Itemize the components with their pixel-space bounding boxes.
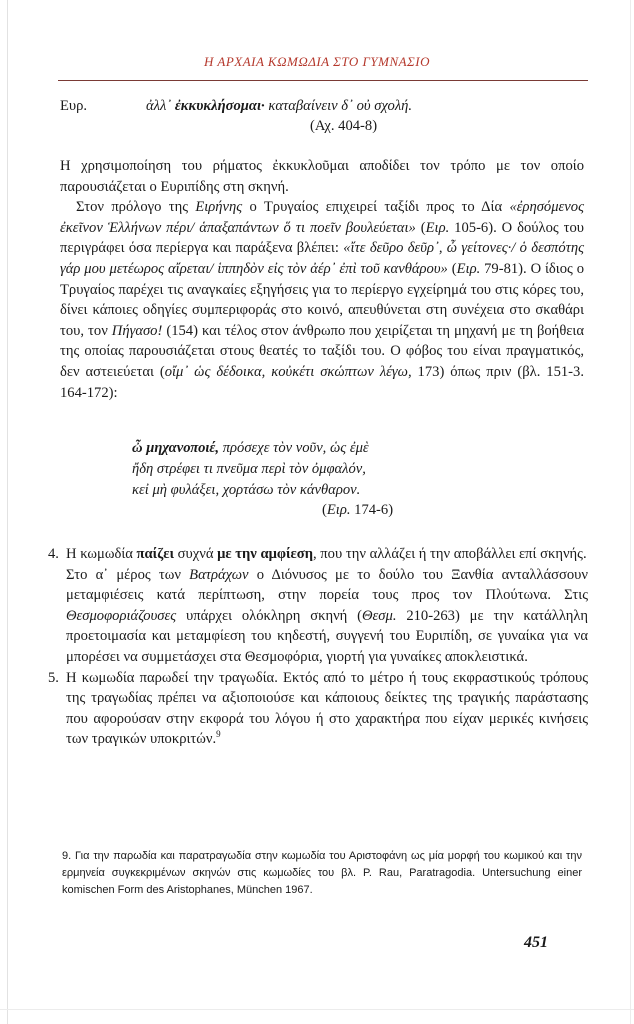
item4-cont-b: ο Διόνυσος με το δούλο του Ξανθία ανταλλάσσουν μεταμφιέσεις κατά περίπτωση, στην πορεία τους προς τον Πλούτωνα. Στις (66, 566, 588, 604)
cite2-it: Ειρ. (326, 502, 351, 518)
cite2-post: 174-6) (350, 502, 394, 518)
p2-s6: 79-81). Ο ίδιος ο Τρυγαίος παρέχει τις αναγκαίες εξηγήσεις για το περίεργο εγχείρημά του στις κόρες του, δίνει κάποιες οδηγίες συμπεριφοράς στο κοινό, απευθύνεται στη συνέχεια στο σκαθάρι του, τον (60, 260, 585, 339)
verse-quote-2 (132, 438, 532, 501)
page-edge-left (7, 0, 8, 1024)
page-number: 451 (524, 934, 548, 951)
quote-1-post: καταβαίνειν δ᾽ οὐ σχολή. (264, 98, 413, 114)
quote-1-citation: (Αχ. 404-8) (310, 118, 378, 134)
list-item-5 (48, 668, 588, 750)
p2-s6-it: Πήγασο! (111, 322, 163, 339)
page-edge-bottom (0, 1009, 634, 1010)
p2-s3-it: Ειρ. (425, 219, 450, 236)
list-item-5-number: 5. (48, 669, 59, 686)
verse-2-bold: ὦ μηχανοποιέ, (132, 440, 220, 456)
item4-cont-d: 210-263) με την κατάλληλη προετοιμασία και μεταμφίεση του κηδεστή, συγγενή του Ευριπίδη, σε γυναίκα για να μπορέσει να συμμετάσχει στα Θεσμοφόρια, γιορτή για γυναίκες αποκλειστικά. (66, 607, 589, 665)
p2-s5-it: Ειρ. (456, 260, 481, 277)
p2-s4-it: «ἴτε δεῦρο δεῦρ᾽, ὦ γείτονες·/ ὁ δεσπότης γάρ μου μετέωρος αἴρεται/ ἱππηδὸν εἰς τὸν ἀέρ᾽ ἐπὶ τοῦ κανθάρου» (60, 240, 585, 277)
p2-s2: ο Τρυγαίος επιχειρεί ταξίδι προς το Δία (242, 199, 510, 216)
item4-bold-1: παίζει (136, 546, 175, 562)
quote-1-bold: ἐκκυκλήσομαι· (174, 98, 265, 114)
p2-s7-it: οἴμ᾽ ὡς δέδοικα, κοὐκέτι σκώπτων λέγω, (164, 363, 412, 380)
quote-1-verse (146, 96, 412, 117)
item4-c: συχνά (174, 546, 218, 562)
verse-2-line-2: ἤδη στρέφει τι πνεῦμα περὶ τὸν ὀμφαλόν, (132, 461, 366, 477)
running-head: Η ΑΡΧΑΙΑ ΚΩΜΩΔΙΑ ΣΤΟ ΓΥΜΝΑΣΙΟ (203, 54, 431, 69)
p2-s7: (154) και τέλος στον άνθρωπο που χειρίζεται τη μηχανή με τη βοήθεια της οποίας παρουσιάζεται στους θεατές το ταξίδι του. Ο φόβος του είναι πραγματικός, δεν αστειεύεται ( (60, 322, 585, 380)
main-text (60, 156, 584, 403)
p2-s1-it: Ειρήνης (195, 199, 243, 216)
list-item-4-continuation (48, 565, 588, 668)
footnote: 9. Για την παρωδία και παρατραγωδία στην κωμωδία του Αριστοφάνη ως μία μορφή του κωμικού και την ερμηνεία συγκεκριμένων σκηνών στις κωμωδίες του βλ. P. Rau, Paratragodia. Untersuchung einer komischen Form des Aristophanes, München 1967. (62, 850, 582, 896)
list-item-4-number: 4. (48, 546, 59, 562)
verse-2-citation (322, 502, 393, 519)
item4-cont-it: Βατράχων (189, 566, 249, 583)
item4-cont-a: Στο α᾽ μέρος των (66, 566, 190, 583)
item4-cont-it3: Θεσμ. (362, 607, 397, 624)
item5-text: Η κωμωδία παρωδεί την τραγωδία. Εκτός από το μέτρο ή τους εκφραστικούς τρόπους της τραγωδίας πρέπει να αξιοποιούσε και κάποιους δείκτες της τραγικής παράστασης που αφορούσαν στην εκφορά του λόγου ή στο χαρακτήρα που είχαν μερικές κινήσεις των τραγικών υποκριτών. (66, 669, 588, 748)
item4-e: , που την αλλάζει ή την αποβάλλει επί σκηνής. (313, 546, 587, 562)
p2-s5: ( (447, 260, 457, 277)
p2-s8: 173) όπως πριν (βλ. 151-3. 164-172): (60, 363, 584, 401)
header-rule (58, 80, 588, 81)
p2-s2-it: «ἐρησόμενος ἐκεῖνον Ἑλλήνων πέρι/ ἁπαξαπάντων ὅ τι ποεῖν βουλεύεται» (60, 199, 584, 236)
quote-1-pre: ἀλλ᾽ (146, 98, 175, 114)
item4-cont-it2: Θεσμοφοριάζουσες (66, 607, 177, 624)
cite2-pre: ( (322, 502, 327, 518)
numbered-list (48, 544, 588, 750)
item4-a: Η κωμωδία (66, 546, 137, 562)
verse-2-line-1-rest: πρόσεχε τὸν νοῦν, ὡς ἐμὲ (219, 440, 369, 456)
footnote-ref: 9 (216, 729, 221, 740)
item4-cont-c: υπάρχει ολόκληρη σκηνή ( (176, 607, 363, 624)
p2-s3: ( (415, 219, 426, 236)
paragraph-2 (60, 197, 584, 403)
list-item-4 (48, 544, 588, 565)
quote-1-speaker: Ευρ. (60, 98, 88, 114)
paragraph-1: Η χρησιμοποίηση του ρήματος ἐκκυκλοῦμαι αποδίδει τον τρόπο με τον οποίο παρουσιάζεται ο Ευριπίδης στη σκηνή. (60, 158, 584, 195)
page-edge-right (630, 0, 631, 1024)
item4-bold-2: με την αμφίεση (217, 546, 313, 562)
p2-s1: Στον πρόλογο της (76, 199, 196, 216)
verse-2-line-3: κεἰ μὴ φυλάξει, χορτάσω τὸν κάνθαρον. (132, 482, 361, 498)
verse-2-line-1 (132, 438, 532, 459)
p2-s4: 105-6). Ο δούλος του περιγράφει όσα περίεργα και παράξενα βλέπει: (60, 219, 584, 257)
